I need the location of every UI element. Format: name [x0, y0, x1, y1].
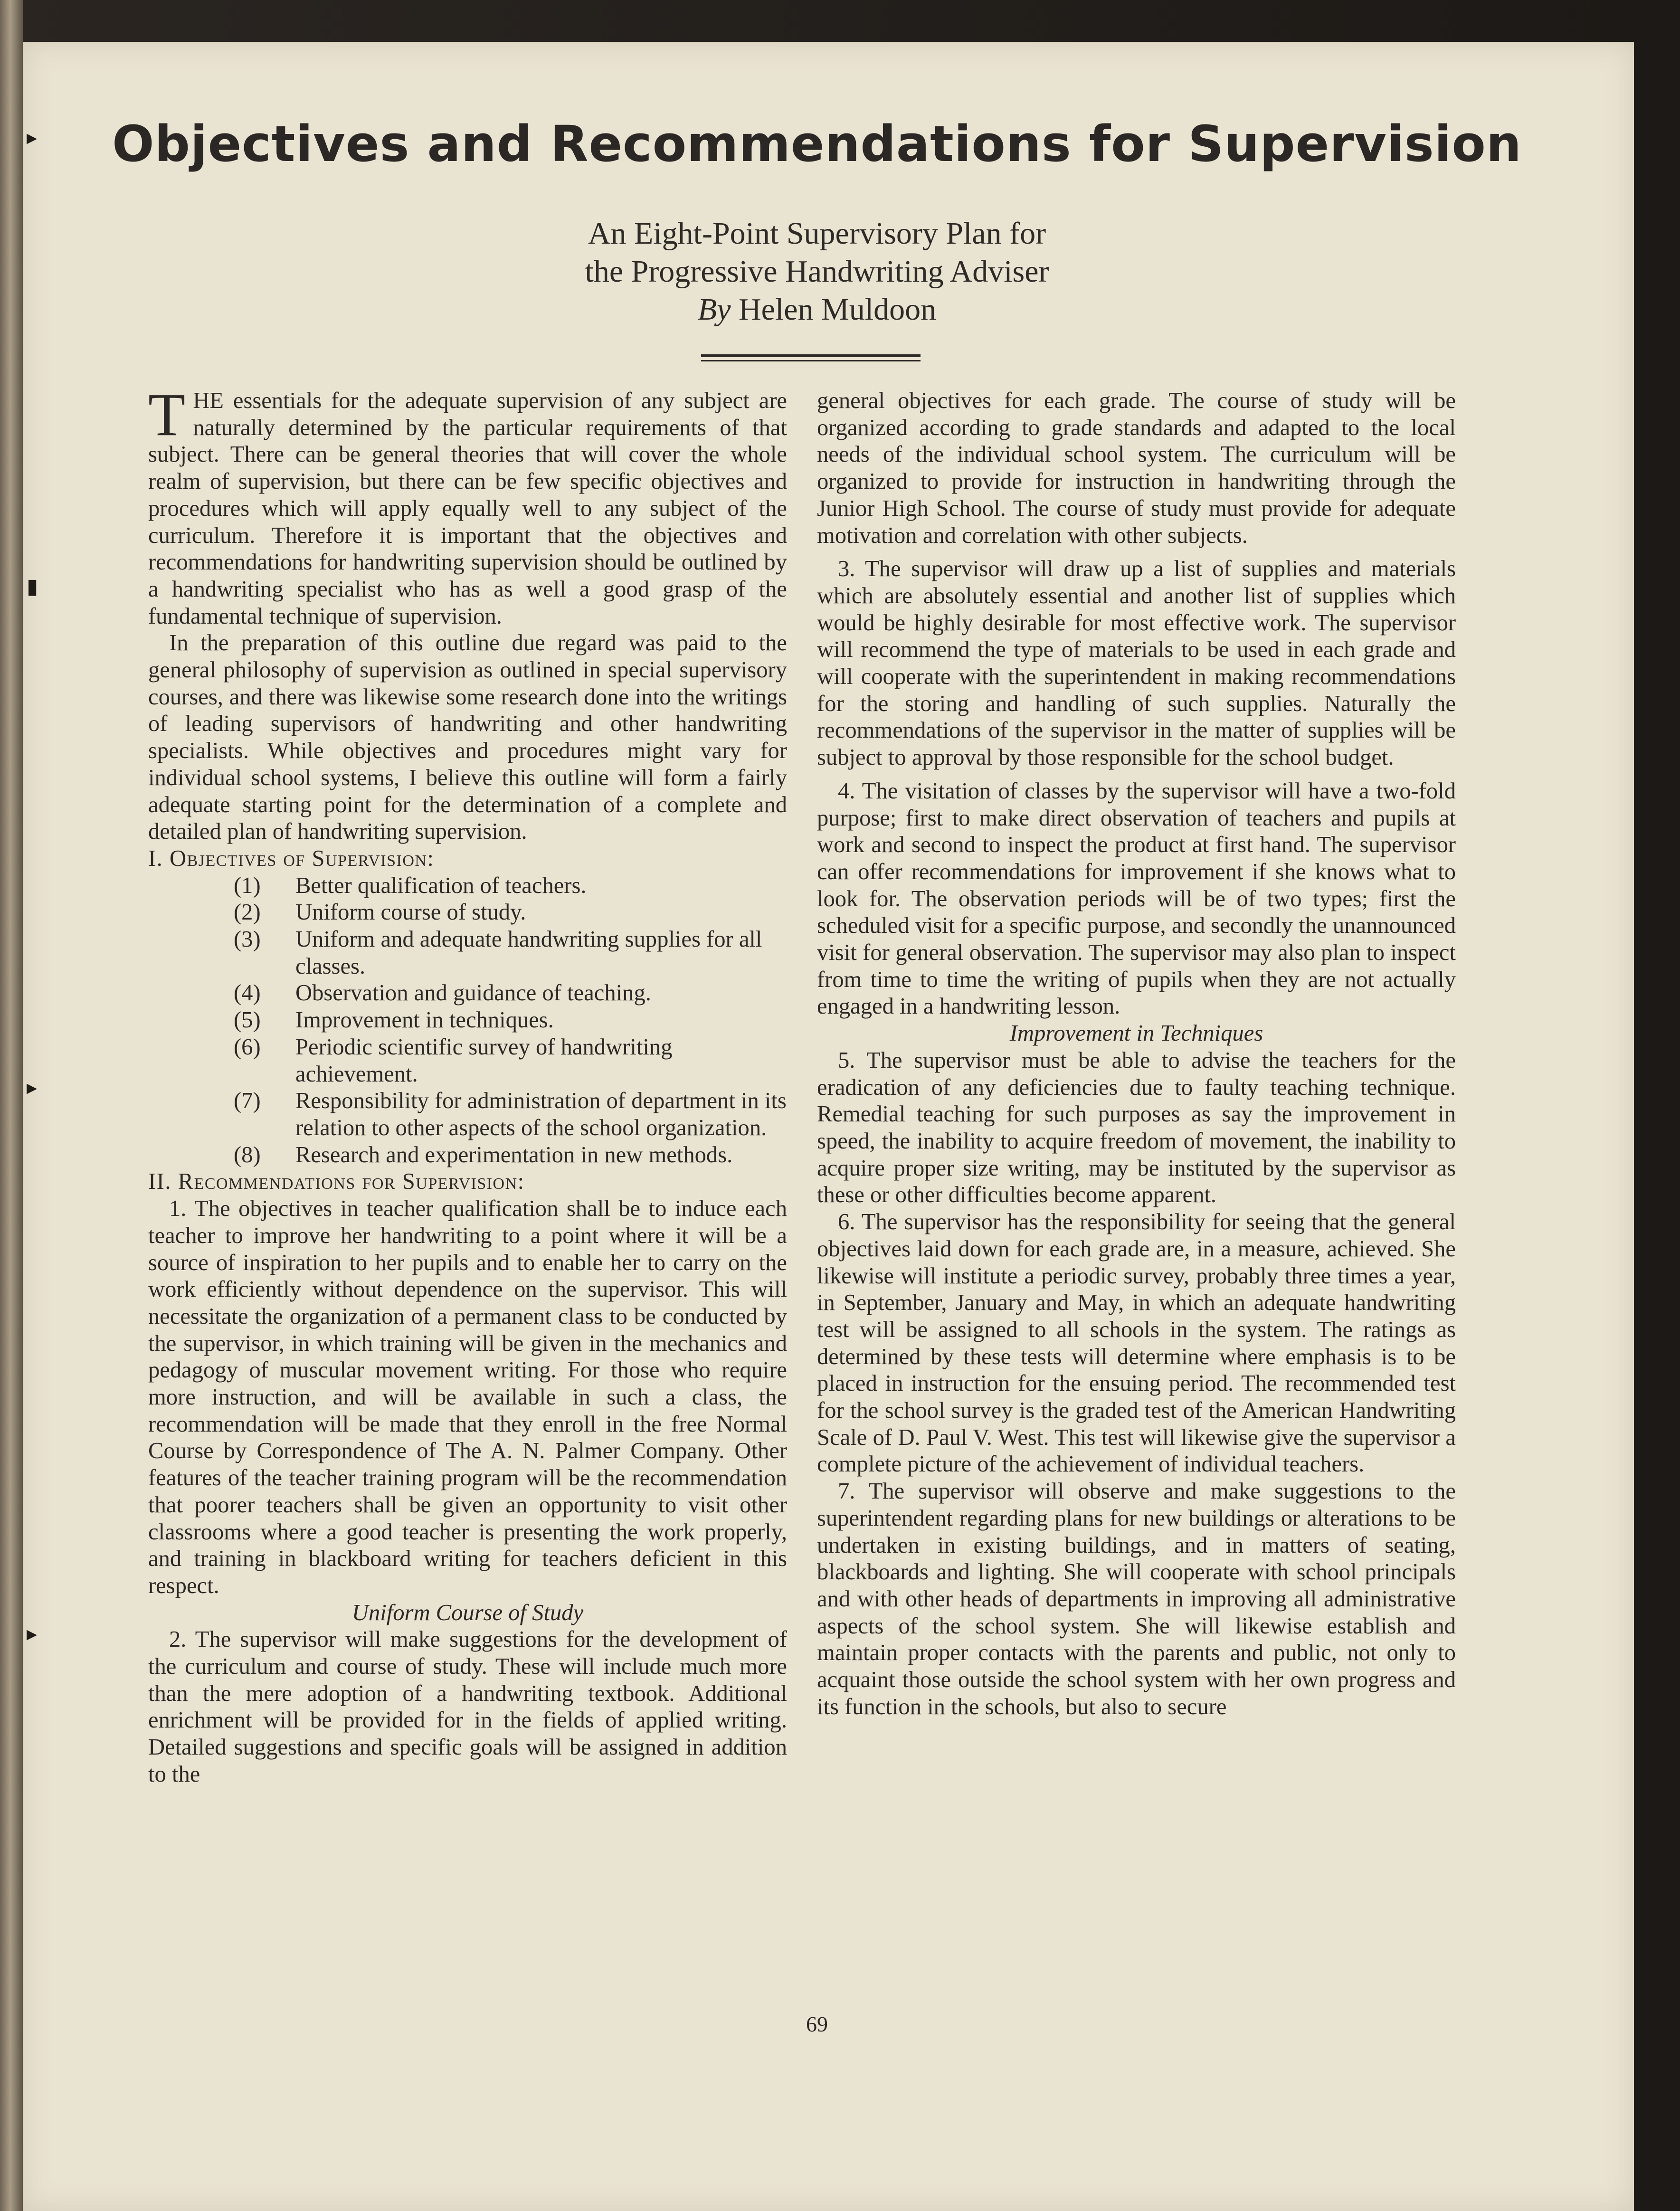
- right-column: [817, 387, 1456, 1720]
- recommendation-paragraph: 6. The supervisor has the responsibility for seeing that the general objectives laid down for each grade are, in a measure, achieved. She likewise will institute a periodic survey, probably three times a year, in September, January and May, in which an adequate handwriting test will be assigned to all schools in the system. The ratings as determined by these tests will determine where emphasis is to be placed in instruction for the ensuing period. The recommended test for the school survey is the graded test of the American Handwriting Scale of D. Paul V. West. This test will likewise give the supervisor a complete picture of the achievement of individual teachers.: [817, 1209, 1456, 1477]
- page-number: 69: [806, 2012, 828, 2036]
- author-name: Helen Muldoon: [739, 292, 937, 327]
- article-title: Objectives and Recommendations for Supervision: [112, 115, 1522, 173]
- margin-mark: ▸: [27, 126, 38, 149]
- objective-item: (3) Uniform and adequate handwriting supplies for all classes.: [234, 926, 762, 979]
- recommendation-paragraph: 4. The visitation of classes by the supervisor will have a two-fold purpose; first to make direct observation of teachers and pupils at work and second to inspect the product at first hand. The supervisor can offer recommendations for improvement if she knows what to look for. The observation periods will be of two types; first the scheduled visit for a specific purpose, and secondly the unannounced visit for general observation. The supervisor may also plan to inspect from time to time the writing of pupils when they are not actually engaged in a handwriting lesson.: [817, 778, 1456, 1019]
- objective-item: (6) Periodic scientific survey of handwriting achievement.: [234, 1034, 673, 1087]
- objective-item: (4) Observation and guidance of teaching.: [234, 980, 651, 1006]
- subheading-improvement: Improvement in Techniques: [1009, 1020, 1263, 1046]
- left-column: [148, 381, 787, 1788]
- paragraph: In the preparation of this outline due regard was paid to the general philosophy of supervision as outlined in special supervisory courses, and there was likewise some research done into the writings of leading supervisors of handwriting and other handwriting specialists. While objectives and procedures might vary for individual school systems, I believe this outline will form a fairly adequate starting point for the determination of a complete and detailed plan of handwriting supervision.: [148, 630, 787, 845]
- recommendation-paragraph: 3. The supervisor will draw up a list of supplies and materials which are absolutely essential and another list of supplies which would be highly desirable for most effective work. The supervisor will recommend the type of materials to be used in each grade and will cooperate with the superintendent in making recommendations for the storing and handling of such supplies. Naturally the recommendations of the supervisor in the matter of supplies will be subject to approval by those responsible for the school budget.: [817, 556, 1456, 770]
- article-subtitle-line2: the Progressive Handwriting Adviser: [585, 254, 1049, 289]
- title-rule-bottom: [701, 360, 921, 361]
- recommendation-paragraph: general objectives for each grade. The course of study will be organized according to grade standards and adapted to the local needs of the individual school system. The curriculum will be organized to provide for instruction in handwriting through the Junior High School. The course of study must provide for adequate motivation and correlation with other subjects.: [817, 388, 1456, 548]
- book-spine: [0, 0, 23, 2211]
- drop-cap: T: [148, 381, 186, 448]
- section-heading-objectives: I. Objectives of Supervision:: [148, 845, 435, 871]
- section-heading-recommendations: II. Recommendations for Supervision:: [148, 1168, 525, 1195]
- recommendation-paragraph: 2. The supervisor will make suggestions for the development of the curriculum and course of study. These will include much more than the mere adoption of a handwriting textbook. Additional enrichment will be provided for in the fields of applied writing. Detailed suggestions and specific goals will be assigned in addition to the: [148, 1626, 787, 1787]
- margin-mark: ▸: [27, 1622, 38, 1645]
- recommendation-paragraph: 7. The supervisor will observe and make suggestions to the superintendent regarding plans for new buildings or alterations to be undertaken in existing buildings, and in matters of seating, blackboards and lighting. She will cooperate with school principals and with other heads of departments in improving all administrative aspects of the school system. She will likewise establish and maintain proper contacts with the parents and public, not only to acquaint those outside the school system with her own progress and its function in the schools, but also to secure: [817, 1478, 1456, 1719]
- recommendation-paragraph: 5. The supervisor must be able to advise the teachers for the eradication of any deficiencies due to faulty teaching technique. Remedial teaching for such purposes as say the improvement in speed, the inability to acquire freedom of movement, the inability to acquire proper size writing, may be instituted by the supervisor as these or other difficulties become apparent.: [817, 1047, 1456, 1208]
- objective-item: (1) Better qualification of teachers.: [234, 872, 587, 898]
- article-byline: [0, 291, 1634, 329]
- objective-item: (7) Responsibility for administration of department in its relation to other aspects of the school organization.: [234, 1088, 787, 1140]
- title-rule-top: [701, 354, 921, 357]
- margin-mark: ▸: [27, 1076, 38, 1099]
- byline-prefix: By: [697, 292, 731, 327]
- objective-item: (2) Uniform course of study.: [234, 899, 526, 925]
- objective-item: (8) Research and experimentation in new methods.: [234, 1141, 733, 1167]
- objective-item: (5) Improvement in techniques.: [234, 1007, 554, 1033]
- margin-mark: ▮: [27, 575, 38, 598]
- recommendation-paragraph: 1. The objectives in teacher qualification shall be to induce each teacher to improve her handwriting to a point where it will be a source of inspiration to her pupils and to enable her to carry on the work efficiently without dependence on the supervisor. This will necessitate the organization of a permanent class to be conducted by the supervisor, in which training will be given in the mechanics and pedagogy of muscular movement writing. For those who require more instruction, and will be available in such a class, the recommendation will be made that they enroll in the free Normal Course by Correspondence of The A. N. Palmer Company. Other features of the teacher training program will be the recommendation that poorer teachers shall be given an opportunity to visit other classrooms where a good teacher is presenting the work properly, and training in blackboard writing for teachers deficient in this respect.: [148, 1196, 787, 1598]
- article-subtitle-line1: An Eight-Point Supervisory Plan for: [588, 216, 1046, 251]
- intro-paragraph: THE essentials for the adequate supervision of any subject are naturally determined by the particular requirements of that subject. There can be general theories that will cover the whole realm of supervision, but there can be few specific objectives and procedures which will apply equally well to any subject of the curriculum. Therefore it is important that the objectives and recommendations for handwriting supervision should be outlined by a handwriting specialist who has as well a good grasp of the fundamental technique of supervision.: [148, 381, 787, 629]
- subheading-uniform-course: Uniform Course of Study: [351, 1599, 584, 1625]
